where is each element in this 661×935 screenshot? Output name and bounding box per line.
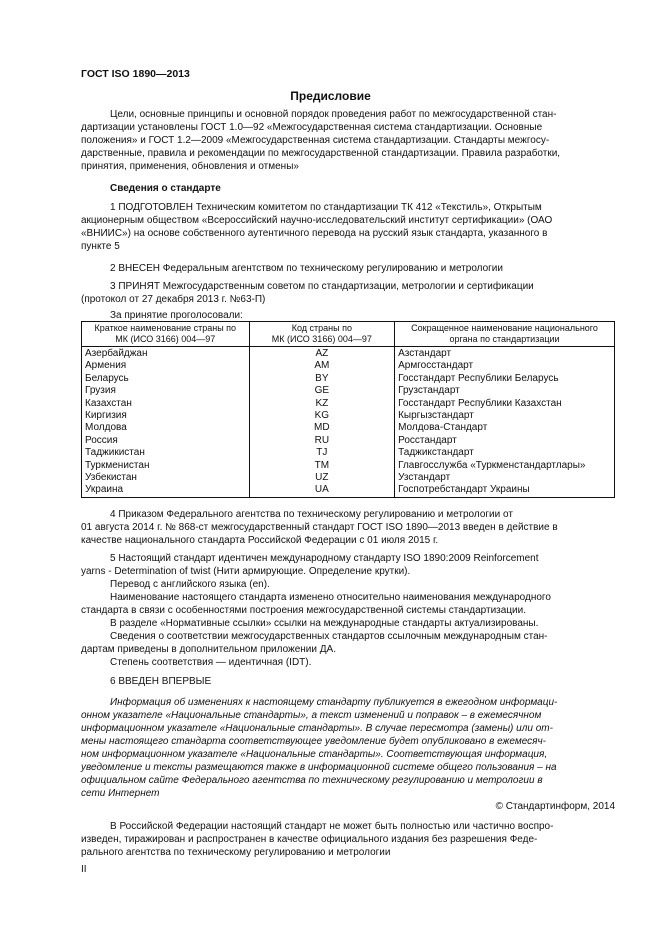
country-cell: Казахстан	[82, 398, 250, 410]
intro-line: дарственные, правила и рекомендации по межгосударственной стандартизации. Правила разработки,	[81, 148, 561, 159]
country-cell: Беларусь	[82, 373, 250, 385]
item-1	[81, 201, 615, 253]
item-1-line: пункте 5	[81, 241, 120, 252]
intro-line: дартизации установлены ГОСТ 1.0—92 «Межгосударственная система стандартизации. Основные	[81, 122, 543, 133]
country-cell: Узбекистан	[82, 472, 250, 484]
item-6: 6 ВВЕДЕН ВПЕРВЫЕ	[110, 676, 212, 687]
country-cell: Молдова	[82, 422, 250, 434]
closing-paragraph	[81, 820, 615, 859]
country-cell: Киргизия	[82, 410, 250, 422]
body-cell: Азстандарт	[395, 347, 615, 361]
code-cell: TM	[249, 460, 395, 472]
intro-line: Цели, основные принципы и основной порядок проведения работ по межгосударственной стан-	[110, 109, 557, 120]
table-row	[82, 460, 615, 472]
item-3	[81, 280, 615, 306]
correspondence-line: дартам приведены в дополнительном приложении ДА.	[81, 644, 336, 655]
country-cell: Таджикистан	[82, 447, 250, 459]
degree-note: Степень соответствия — идентичная (IDT).	[110, 657, 312, 668]
notice-line: онном указателе «Национальные стандарты», а текст изменений и поправок – в ежемесячном	[81, 710, 542, 721]
item-5-line: yarns - Determination of twist (Нити армирующие. Определение крутки).	[81, 566, 411, 577]
item-3-line: 3 ПРИНЯТ Межгосударственным советом по стандартизации, метрологии и сертификации	[110, 281, 534, 292]
table-row	[82, 385, 615, 397]
code-cell: BY	[249, 373, 395, 385]
voting-countries-table	[81, 321, 615, 498]
item-1-line: акционерным обществом «Всероссийский научно-исследовательский институт сертификации» (ОАО	[81, 215, 553, 226]
closing-line: В Российской Федерации настоящий стандарт не может быть полностью или частично воспро-	[110, 821, 554, 832]
code-cell: AZ	[249, 347, 395, 361]
item-3-line: (протокол от 27 декабря 2013 г. №63-П)	[81, 294, 266, 305]
document-code: ГОСТ ISO 1890—2013	[81, 68, 190, 80]
notice-line: Информация об изменениях к настоящему стандарту публикуется в ежегодном информаци-	[110, 697, 558, 708]
page-title: Предисловие	[290, 89, 371, 103]
code-cell: RU	[249, 435, 395, 447]
closing-line: рального агентства по техническому регулированию и метрологии	[81, 847, 391, 858]
body-cell: Грузстандарт	[395, 385, 615, 397]
notice-line: уведомление и тексты размещаются также в информационной системе общего пользования – на	[81, 762, 557, 773]
body-cell: Таджикстандарт	[395, 447, 615, 459]
intro-paragraph	[81, 108, 615, 173]
code-cell: TJ	[249, 447, 395, 459]
correspondence-line: Сведения о соответствии межгосударственных стандартов ссылочным международным стан-	[110, 631, 548, 642]
code-cell: GE	[249, 385, 395, 397]
intro-line: принятия, применения, обновления и отмены»	[81, 161, 299, 172]
code-cell: KZ	[249, 398, 395, 410]
table-row	[82, 422, 615, 434]
voted-label: За принятие проголосовали:	[110, 310, 243, 321]
table-header-row	[82, 322, 615, 347]
item-5-line: 5 Настоящий стандарт идентичен международному стандарту ISO 1890:2009 Reinforcement	[110, 553, 539, 564]
table-row	[82, 435, 615, 447]
info-heading: Сведения о стандарте	[110, 183, 221, 194]
code-cell: UZ	[249, 472, 395, 484]
item-1-line: «ВНИИС») на основе собственного аутентичного перевода на русский язык стандарта, указанного в	[81, 228, 548, 239]
country-cell: Азербайджан	[82, 347, 250, 361]
code-cell: AM	[249, 360, 395, 372]
item-4-line: 4 Приказом Федерального агентства по техническому регулированию и метрологии от	[110, 509, 513, 520]
body-cell: Росстандарт	[395, 435, 615, 447]
item-5	[81, 552, 615, 669]
item-4-line: 01 августа 2014 г. № 868-ст межгосударственный стандарт ГОСТ ISO 1890—2013 введен в действие в	[81, 522, 558, 533]
table-row	[82, 373, 615, 385]
body-cell: Молдова-Стандарт	[395, 422, 615, 434]
body-cell: Главгосслужба «Туркменстандартлары»	[395, 460, 615, 472]
item-2: 2 ВНЕСЕН Федеральным агентством по техническому регулированию и метрологии	[110, 263, 503, 274]
page-number: II	[81, 864, 87, 875]
body-cell: Госпотребстандарт Украины	[395, 484, 615, 497]
body-cell: Кыргызстандарт	[395, 410, 615, 422]
item-4-line: качестве национального стандарта Российской Федерации с 01 июля 2015 г.	[81, 535, 439, 546]
item-1-line: 1 ПОДГОТОВЛЕН Техническим комитетом по стандартизации ТК 412 «Текстиль», Открытым	[110, 202, 542, 213]
code-cell: UA	[249, 484, 395, 497]
table-row	[82, 484, 615, 497]
copyright: © Стандартинформ, 2014	[495, 801, 615, 812]
notice-line: ном информационном указателе «Национальные стандарты». Соответствующая информация,	[81, 749, 548, 760]
country-cell: Украина	[82, 484, 250, 497]
notice-line: сети Интернет	[81, 788, 160, 799]
body-cell: Армгосстандарт	[395, 360, 615, 372]
code-cell: MD	[249, 422, 395, 434]
table-row	[82, 398, 615, 410]
translation-note: Перевод с английского языка (en).	[110, 579, 270, 590]
notice-line: информационном указателе «Национальные стандарты». В случае пересмотра (замены) или от-	[81, 723, 553, 734]
country-cell: Туркменистан	[82, 460, 250, 472]
header-standards-body: Сокращенное наименование национального органа по стандартизации	[395, 322, 615, 347]
table-row	[82, 472, 615, 484]
name-change-line: Наименование настоящего стандарта изменено относительно наименования международного	[110, 592, 551, 603]
body-cell: Госстандарт Республики Беларусь	[395, 373, 615, 385]
name-change-line: стандарта в связи с особенностями построения межгосударственной системы стандартизации.	[81, 605, 527, 616]
country-cell: Армения	[82, 360, 250, 372]
header-country-name: Краткое наименование страны по МК (ИСО 3166) 004—97	[82, 322, 250, 347]
closing-line: изведен, тиражирован и распространен в качестве официального издания без разрешения Феде-	[81, 834, 538, 845]
table-row	[82, 347, 615, 361]
code-cell: KG	[249, 410, 395, 422]
body-cell: Госстандарт Республики Казахстан	[395, 398, 615, 410]
body-cell: Узстандарт	[395, 472, 615, 484]
change-notice	[81, 696, 615, 800]
notice-line: мены настоящего стандарта соответствующее уведомление будет опубликовано в ежемесяч-	[81, 736, 547, 747]
country-cell: Россия	[82, 435, 250, 447]
table-row	[82, 360, 615, 372]
header-country-code: Код страны по МК (ИСО 3166) 004—97	[249, 322, 395, 347]
country-cell: Грузия	[82, 385, 250, 397]
notice-line: официальном сайте Федерального агентства по техническому регулированию и метрологии в	[81, 775, 543, 786]
intro-line: положения» и ГОСТ 1.2—2009 «Межгосударственная система стандартизации. Стандарты межгосу-	[81, 135, 550, 146]
table-row	[82, 410, 615, 422]
refs-note: В разделе «Нормативные ссылки» ссылки на международные стандарты актуализированы.	[110, 618, 539, 629]
item-4	[81, 508, 615, 547]
table-row	[82, 447, 615, 459]
